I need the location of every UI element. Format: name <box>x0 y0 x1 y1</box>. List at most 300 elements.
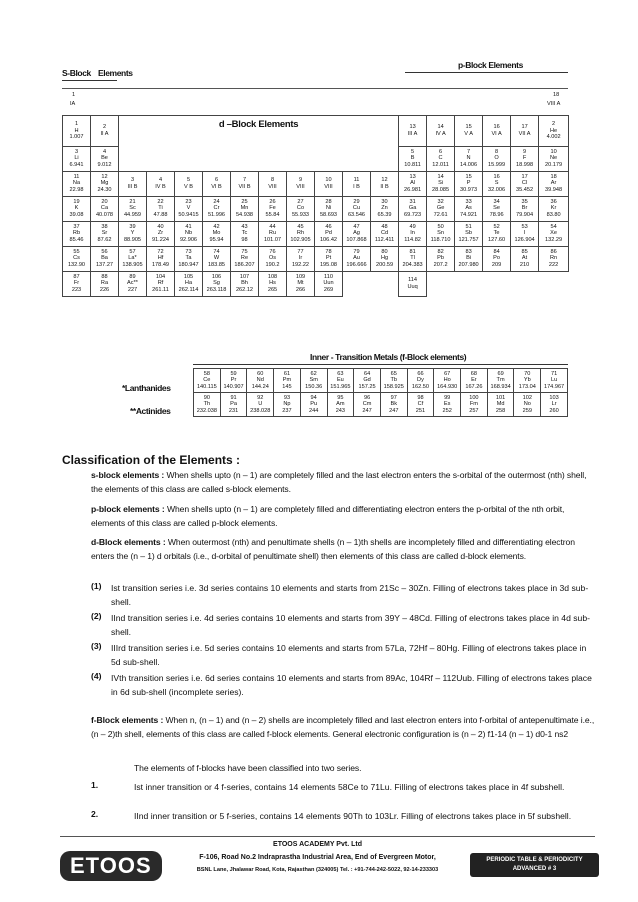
element-line-2: 186.207 <box>234 261 255 268</box>
element-cell <box>63 271 91 296</box>
element-line-1: Cd <box>380 230 389 237</box>
f-element-line-0: 101 <box>495 394 506 401</box>
group-header-cell <box>147 171 175 196</box>
element-line-1: Pt <box>325 255 332 262</box>
element-line-0: 47 <box>353 223 360 230</box>
element-line-1: Sr <box>101 230 108 237</box>
f-element-line-0: 59 <box>230 370 237 377</box>
element-line-0: 89 <box>129 273 136 280</box>
p-block-bracket <box>405 72 568 73</box>
period-row <box>63 221 569 246</box>
element-line-1: Cl <box>521 180 528 187</box>
f-element-line-0: 91 <box>230 394 237 401</box>
element-line-0: 1 <box>74 121 79 128</box>
f-element-line-1: Es <box>443 401 451 408</box>
element-line-1: Rn <box>550 255 558 262</box>
element-line-0: 36 <box>550 198 557 205</box>
f-element-line-1: Pu <box>310 401 318 408</box>
element-line-2: 192.22 <box>291 261 310 268</box>
f-element-line-0: 66 <box>417 370 424 377</box>
f-element-line-2: 144.24 <box>251 383 269 390</box>
f-element-cell <box>220 393 247 417</box>
f-element-line-2: 151.965 <box>330 383 351 390</box>
f-element-line-2: 252 <box>442 407 452 414</box>
etoos-logo: ETOOS <box>60 851 162 881</box>
f-element-line-2: 164.930 <box>437 383 458 390</box>
element-line-1: Rb <box>72 230 81 237</box>
element-line-0: 110 <box>324 273 333 280</box>
f-element-line-1: Np <box>283 401 291 408</box>
f-element-line-0: 102 <box>522 394 532 401</box>
group-header-line-1: VIII <box>268 183 277 190</box>
d-series-4-number: (4) <box>91 671 102 681</box>
element-cell <box>175 221 203 246</box>
element-cell <box>91 246 119 271</box>
element-line-0: 10 <box>550 148 557 155</box>
f-element-line-2: 158.925 <box>383 383 404 390</box>
element-cell <box>455 146 483 171</box>
element-line-2: 91.224 <box>151 236 170 243</box>
element-cell <box>91 196 119 221</box>
f-element-line-0: 90 <box>203 394 210 401</box>
element-line-1: Kr <box>550 205 557 212</box>
element-line-0: 13 <box>409 124 416 131</box>
element-line-1: W <box>213 255 220 262</box>
f-element-line-1: Bk <box>390 401 398 408</box>
element-line-2: 1.007 <box>69 133 84 140</box>
element-cell <box>371 246 399 271</box>
f-element-line-2: 247 <box>389 407 399 414</box>
element-line-2: 51.996 <box>207 211 226 218</box>
element-line-2: 22.98 <box>69 186 84 193</box>
element-line-2: 137.27 <box>95 261 114 268</box>
element-line-2: 178.49 <box>151 261 170 268</box>
actinides-label: **Actinides <box>130 406 171 416</box>
group-header-cell <box>315 171 343 196</box>
element-line-2: 207.2 <box>433 261 448 268</box>
element-cell <box>147 221 175 246</box>
element-line-1: Bh <box>241 280 248 287</box>
element-line-1: IV A <box>435 130 446 137</box>
element-cell <box>315 196 343 221</box>
d-block-heading: d –Block Elements <box>119 116 399 147</box>
element-line-1: Rf <box>157 280 164 287</box>
element-line-2: 227 <box>127 286 138 293</box>
element-line-0: 15 <box>465 124 472 131</box>
f-element-line-0: 69 <box>497 370 504 377</box>
section-title: Classification of the Elements : <box>62 453 241 467</box>
element-line-2: 54.938 <box>235 211 254 218</box>
f-element-line-1: Pr <box>230 377 237 384</box>
element-line-2: 40.078 <box>95 211 114 218</box>
element-cell <box>287 221 315 246</box>
element-line-0: 86 <box>550 248 557 255</box>
element-line-1: Po <box>493 255 500 262</box>
f-block-paragraph <box>91 713 596 741</box>
f-element-cell <box>407 369 434 393</box>
element-line-1: Ru <box>268 230 277 237</box>
group-header-line-1: IV B <box>155 183 166 190</box>
element-line-2: 101.07 <box>263 236 282 243</box>
f-element-line-1: Lu <box>550 377 558 384</box>
f-element-cell <box>247 369 274 393</box>
element-line-1: S <box>494 180 499 187</box>
element-line-2: 78.96 <box>489 211 504 218</box>
element-line-2: 88.905 <box>123 236 142 243</box>
element-line-2: 55.933 <box>291 211 310 218</box>
element-line-0: 82 <box>437 248 444 255</box>
element-line-0: 23 <box>185 198 192 205</box>
f-element-line-1: Dy <box>417 377 424 384</box>
empty-cell <box>343 271 399 296</box>
element-line-1: Os <box>268 255 277 262</box>
element-line-0: 79 <box>353 248 360 255</box>
group18-number: 18 <box>553 92 560 98</box>
element-line-2: 102.905 <box>290 236 311 243</box>
element-line-0: 56 <box>101 248 108 255</box>
element-line-1: Mt <box>297 280 304 287</box>
element-line-2: 132.90 <box>67 261 86 268</box>
element-line-2: 44.959 <box>123 211 142 218</box>
element-cell <box>343 246 371 271</box>
group-header-line-0: 6 <box>214 177 219 184</box>
group-header-cell <box>175 171 203 196</box>
element-line-0: 37 <box>73 223 80 230</box>
f-element-line-2: 173.04 <box>518 383 536 390</box>
element-line-1: B <box>410 155 415 162</box>
element-cell <box>455 246 483 271</box>
element-line-1: II A <box>100 130 109 137</box>
f-element-line-2: 237 <box>282 407 292 414</box>
element-cell <box>427 196 455 221</box>
f-element-cell <box>380 369 407 393</box>
element-line-1: Nb <box>184 230 193 237</box>
element-cell <box>91 146 119 171</box>
element-line-2: 262.12 <box>235 286 254 293</box>
element-cell <box>63 221 91 246</box>
element-line-0: 81 <box>409 248 416 255</box>
element-cell <box>399 196 427 221</box>
element-line-2: 74.921 <box>460 211 478 218</box>
d-series-4-text: IVth transition series i.e. 6d series contains 10 elements and starts from 89Ac, 104Rf – 112Uub. Filling of electrons takes place in 6d sub-shell (incomplete series). <box>111 673 592 697</box>
element-line-0: 44 <box>269 223 276 230</box>
element-line-2: 98 <box>241 236 248 243</box>
element-line-1: Mg <box>100 180 109 187</box>
element-line-0: 6 <box>439 148 443 155</box>
element-line-0: 26 <box>269 198 276 205</box>
period-row <box>63 246 569 271</box>
element-cell <box>259 196 287 221</box>
element-cell <box>427 146 455 171</box>
element-line-1: Ge <box>436 205 445 212</box>
s-block-term: s-block elements : <box>91 470 165 480</box>
element-line-2: 39.948 <box>545 186 563 193</box>
f-element-cell <box>220 369 247 393</box>
element-cell <box>539 246 569 271</box>
element-line-0: 40 <box>157 223 164 230</box>
element-line-0: 16 <box>493 124 500 131</box>
element-cell <box>91 116 119 147</box>
element-line-2: 107.868 <box>346 236 367 243</box>
f-element-line-2: 231 <box>228 407 239 414</box>
element-line-2: 4.002 <box>546 133 561 140</box>
element-line-0: 42 <box>213 223 220 230</box>
element-line-0: 14 <box>437 124 444 131</box>
f-element-line-1: Ce <box>203 377 211 384</box>
element-line-1: C <box>438 155 443 162</box>
f-element-line-0: 103 <box>549 394 559 401</box>
element-line-1: V <box>186 205 191 212</box>
element-line-2: 196.666 <box>346 261 367 268</box>
element-line-0: 80 <box>381 248 388 255</box>
f-element-cell <box>327 393 354 417</box>
element-cell <box>147 246 175 271</box>
element-line-2: 28.085 <box>432 186 450 193</box>
group-header-line-0: 7 <box>242 177 247 184</box>
element-line-1: Si <box>438 180 444 187</box>
group-header-line-0: 12 <box>381 177 388 184</box>
f-element-line-2: 150.36 <box>305 383 323 390</box>
element-line-2: 95.94 <box>209 236 224 243</box>
element-cell <box>399 146 427 171</box>
element-line-2: 18.998 <box>516 161 534 168</box>
element-line-1: Re <box>240 255 249 262</box>
element-line-0: 16 <box>493 173 500 180</box>
element-line-0: 55 <box>73 248 80 255</box>
f-element-line-2: 157.25 <box>358 383 376 390</box>
group-header-line-0: 9 <box>298 177 303 184</box>
element-line-2: 39.08 <box>69 211 84 218</box>
element-cell <box>315 221 343 246</box>
element-line-0: 29 <box>353 198 360 205</box>
element-line-2: 26.981 <box>404 186 422 193</box>
element-line-1: Ti <box>158 205 163 212</box>
f-element-line-2: 140.907 <box>223 383 244 390</box>
d-block-desc: When outermost (nth) and penultimate shells (n – 1)th shells are incompletely filled and differentiating electron enters the (n – 1) d orbitals (i.e., d-orbital of penultimate shell) then elements of this class are called d-block elements. <box>91 537 575 561</box>
element-line-1: Y <box>130 230 135 237</box>
element-cell <box>371 221 399 246</box>
element-line-0: 52 <box>493 223 500 230</box>
element-cell <box>203 196 231 221</box>
f-element-line-0: 68 <box>470 370 477 377</box>
f-element-line-1: No <box>523 401 531 408</box>
f-element-line-2: 174.967 <box>543 383 565 390</box>
f-element-line-2: 258 <box>495 407 506 414</box>
element-cell <box>315 246 343 271</box>
element-cell <box>287 271 315 296</box>
f-element-line-1: Am <box>336 401 345 408</box>
actinide-row <box>194 393 568 417</box>
element-line-0: 50 <box>437 223 444 230</box>
footer-address-line-2: BSNL Lane, Jhalawar Road, Kota, Rajasthan (324005) Tel. : +91-744-242-5022, 92-14-233303 <box>196 867 439 873</box>
f-element-cell <box>354 369 381 393</box>
d-series-3-number: (3) <box>91 641 102 651</box>
element-cell <box>511 146 539 171</box>
element-cell <box>399 221 427 246</box>
group-header-line-0: 10 <box>325 177 332 184</box>
f-element-line-0: 96 <box>363 394 371 401</box>
f-block-table <box>193 368 568 417</box>
element-cell <box>427 221 455 246</box>
element-line-0: 19 <box>73 198 80 205</box>
element-line-0: 75 <box>241 248 248 255</box>
f-element-cell <box>300 393 327 417</box>
s-block-bracket <box>62 80 117 81</box>
f-element-cell <box>514 369 541 393</box>
element-cell <box>399 246 427 271</box>
f-element-cell <box>194 393 221 417</box>
element-line-0: 33 <box>465 198 472 205</box>
element-line-2: 269 <box>323 286 334 293</box>
f-element-line-2: 247 <box>362 407 372 414</box>
element-line-1: P <box>466 180 471 187</box>
element-line-1: Fr <box>73 280 80 287</box>
f-element-line-2: 232.038 <box>196 407 217 414</box>
element-cell <box>371 196 399 221</box>
element-line-1: Ba <box>101 255 108 262</box>
element-line-1: Ar <box>550 180 557 187</box>
element-line-1: Xe <box>550 230 557 237</box>
d-block-paragraph <box>91 535 596 563</box>
element-line-0: 20 <box>101 198 108 205</box>
group-header-line-1: VIII <box>324 183 333 190</box>
f-block-desc: When n, (n – 1) and (n – 2) shells are incompletely filled and last electron enters into f-orbital of antepenultimate i.e., (n – 2)th shell, elements of this class are called f-block elements. General electronic configuration is (n – 2) f1-14 (n – 1) d0-1 ns2 <box>91 715 595 739</box>
footer-badge-subtitle: ADVANCED # 3 <box>512 866 557 872</box>
element-line-1: Uuq <box>407 283 418 290</box>
element-cell <box>483 146 511 171</box>
f-element-line-0: 98 <box>417 394 424 401</box>
f-element-line-2: 260 <box>549 407 559 414</box>
d-series-2-number: (2) <box>91 611 102 621</box>
element-line-2: 207.980 <box>458 261 479 268</box>
element-line-2: 263.118 <box>206 286 227 293</box>
f-element-line-0: 60 <box>257 370 264 377</box>
f-element-line-2: 238.028 <box>250 407 271 414</box>
group-header-line-1: VII B <box>238 183 251 190</box>
f-element-line-1: Er <box>471 377 477 384</box>
element-line-2: 209 <box>491 261 502 268</box>
group-header-line-1: V B <box>183 183 194 190</box>
p-block-desc: When shells upto (n – 1) are completely filled and differentiating electron enters the p-orbital of the nth orbit, elements of this class are called p-block elements. <box>91 504 565 528</box>
element-line-0: 85 <box>521 248 528 255</box>
element-cell <box>539 196 569 221</box>
element-cell <box>259 221 287 246</box>
element-cell <box>539 116 569 147</box>
element-cell <box>455 196 483 221</box>
empty-cell <box>119 146 399 171</box>
element-line-0: 3 <box>74 148 79 155</box>
group1-name: IA <box>70 101 76 107</box>
element-line-2: 10.811 <box>404 161 421 168</box>
element-cell <box>231 196 259 221</box>
element-line-0: 108 <box>267 273 278 280</box>
element-cell <box>147 271 175 296</box>
f-element-line-1: U <box>258 401 263 408</box>
element-line-0: 7 <box>467 148 471 155</box>
element-cell <box>119 196 147 221</box>
f-element-line-0: 64 <box>363 370 371 377</box>
element-line-0: 54 <box>550 223 557 230</box>
p-block-label: p-Block Elements <box>458 60 523 70</box>
element-line-0: 48 <box>381 223 388 230</box>
element-line-0: 31 <box>409 198 416 205</box>
f-element-line-1: Md <box>496 401 505 408</box>
period-row <box>63 171 569 196</box>
elements-label: Elements <box>98 68 133 78</box>
element-line-0: 84 <box>493 248 500 255</box>
f-element-line-1: Tb <box>390 377 398 384</box>
element-line-0: 109 <box>295 273 306 280</box>
p-block-paragraph <box>91 502 596 530</box>
element-cell <box>119 271 147 296</box>
element-cell <box>511 246 539 271</box>
element-line-0: 49 <box>409 223 416 230</box>
element-cell <box>399 271 427 296</box>
element-line-0: 106 <box>211 273 222 280</box>
group-header-line-0: 8 <box>270 177 275 184</box>
s-block-desc: When shells upto (n – 1) are completely filled and the last electron enters the s-orbital of the outermost (nth) shell, the elements of this class are called s-block elements. <box>91 470 587 494</box>
f-element-line-1: Pm <box>282 377 292 384</box>
f-element-cell <box>354 393 381 417</box>
element-line-0: 105 <box>183 273 194 280</box>
element-line-2: 114.82 <box>404 236 421 243</box>
element-cell <box>287 246 315 271</box>
element-line-2: 261.11 <box>152 286 169 293</box>
element-line-2: 9.012 <box>97 161 112 168</box>
element-line-0: 32 <box>437 198 444 205</box>
element-line-1: Ha <box>184 280 193 287</box>
element-line-2: 138.905 <box>122 261 143 268</box>
element-line-0: 14 <box>437 173 444 180</box>
element-cell <box>91 271 119 296</box>
element-cell <box>343 221 371 246</box>
f-element-line-1: Fm <box>469 401 478 408</box>
element-line-0: 39 <box>129 223 136 230</box>
lanthanide-row <box>194 369 568 393</box>
element-line-1: Zr <box>157 230 164 237</box>
f-element-cell <box>247 393 274 417</box>
element-line-0: 72 <box>157 248 164 255</box>
element-cell <box>287 196 315 221</box>
element-line-2: 20.179 <box>545 161 563 168</box>
element-line-0: 11 <box>73 173 80 180</box>
element-line-1: Ir <box>298 255 303 262</box>
s-block-label: S-Block <box>62 68 91 78</box>
element-line-2: 12.011 <box>432 161 449 168</box>
element-cell <box>539 146 569 171</box>
element-line-2: 200.59 <box>375 261 394 268</box>
element-line-2: 58.693 <box>319 211 338 218</box>
f-element-line-1: Cm <box>362 401 372 408</box>
element-cell <box>147 196 175 221</box>
element-line-2: 69.723 <box>404 211 422 218</box>
f-element-line-0: 62 <box>310 370 317 377</box>
element-line-1: Na <box>72 180 81 187</box>
periodic-table <box>62 115 569 297</box>
d-block-term: d-Block elements : <box>91 537 166 547</box>
f-element-line-0: 70 <box>524 370 531 377</box>
element-line-0: 2 <box>102 124 107 131</box>
element-line-0: 17 <box>521 124 528 131</box>
element-line-0: 17 <box>521 173 528 180</box>
element-line-1: Pd <box>325 230 332 237</box>
f-element-line-0: 95 <box>337 394 344 401</box>
group-header-cell <box>119 171 147 196</box>
element-line-1: K <box>74 205 79 212</box>
element-cell <box>455 171 483 196</box>
group-header-cell <box>343 171 371 196</box>
f-element-line-1: Gd <box>363 377 371 384</box>
